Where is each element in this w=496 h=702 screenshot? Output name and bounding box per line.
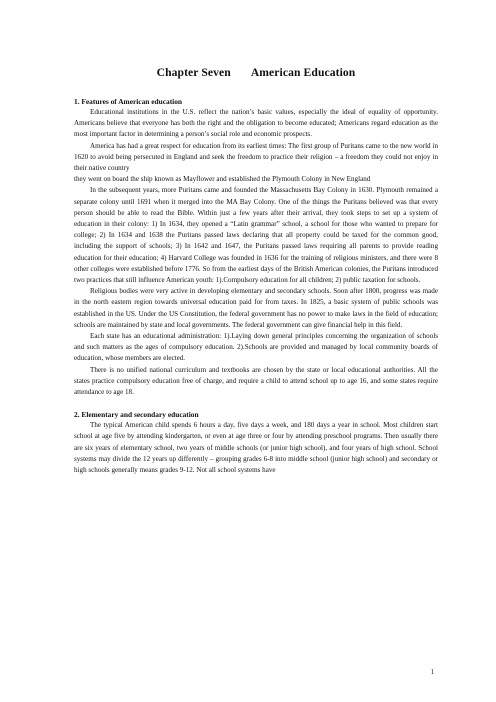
body-paragraph: The typical American child spends 6 hours a day, five days a week, and 180 days a year in school. Most children start school at age five by attending kindergarten, or even at age three or four by attending preschool programs. Then usually there are six years of elementary school, two years of middle schools (or junior high school), and four years of high school. School systems may divide the 12 years up differently – grouping grades 6-8 into middle school (junior high school) and secondary or high schools generally means grades 9-12. Not all school systems have — [74, 421, 438, 475]
body-paragraph: Each state has an educational administration: 1).Laying down general principles concerning the organization of schools and such matters as the ages of compulsory education. 2).Schools are provided and managed by local community boards of education, whose members are elected. — [74, 332, 438, 363]
page-number: 1 — [430, 669, 434, 676]
body-paragraph: America has had a great respect for education from its earliest times: The first group of Puritans came to the new world in 1620 to avoid being persecuted in England and seek the freedom to practice their religion – a freedom they could not enjoy in their native country — [74, 141, 438, 173]
chapter-title — [74, 66, 438, 79]
chapter-subject: American Education — [250, 66, 356, 79]
section-heading: 1. Features of American education — [74, 97, 183, 106]
body-paragraph: There is no unified national curriculum and textbooks are chosen by the state or local educational authorities. All the states practice compulsory education free of charge, and require a child to attend school up to age 16, and some states require attendance to age 18. — [74, 365, 438, 397]
body-paragraph: In the subsequent years, more Puritans came and founded the Massachusetts Bay Colony in 1630. Plymouth remained a separate colony until 1691 when it merged into the MA Bay Colony. One of the things the Puritans believed was that every person should be able to read the Bible. Within just a few years after their arrival, they took steps to set up a system of education in their colony: 1) In 1634, they opened a “Latin grammar” school, a school for those who wanted to prepare for college; 2) In 1634 and 1638 the Puritans passed laws declaring that all property could be taxed for the common good, including the support of schools; 3) In 1642 and 1647, the Puritans passed laws requiring all parents to provide reading education for their education; 4) Harvard College was founded in 1636 for the training of religious ministers, and there were 8 other colleges were established before 1776. So from the earliest days of the British American colonies, the Puritans introduced two practices that still influence American youth: 1).Compulsory education for all children; 2) public taxation for schools. — [74, 186, 438, 285]
body-paragraph: Educational institutions in the U.S. reflect the nation’s basic values, especially the ideal of equality of opportunity. Americans believe that everyone has both the right and the obligation to become educated; Americans regard education as the most important factor in determining a person’s social role and economic prospects. — [74, 108, 438, 139]
body-paragraph: they went on board the ship known as Mayflower and established the Plymouth Colony in New England — [74, 175, 371, 184]
body-paragraph: Religious bodies were very active in developing elementary and secondary schools. Soon after 1800, progress was made in the north eastern region towards universal education paid for from taxes. In 1825, a basic system of public schools was established in the US. Under the US Constitution, the federal government has no power to make laws in the field of education; schools are maintained by state and local governments. The federal government can give financial help in this field. — [74, 287, 438, 329]
chapter-number: Chapter Seven — [156, 66, 231, 79]
section-heading: 2. Elementary and secondary education — [74, 410, 199, 420]
